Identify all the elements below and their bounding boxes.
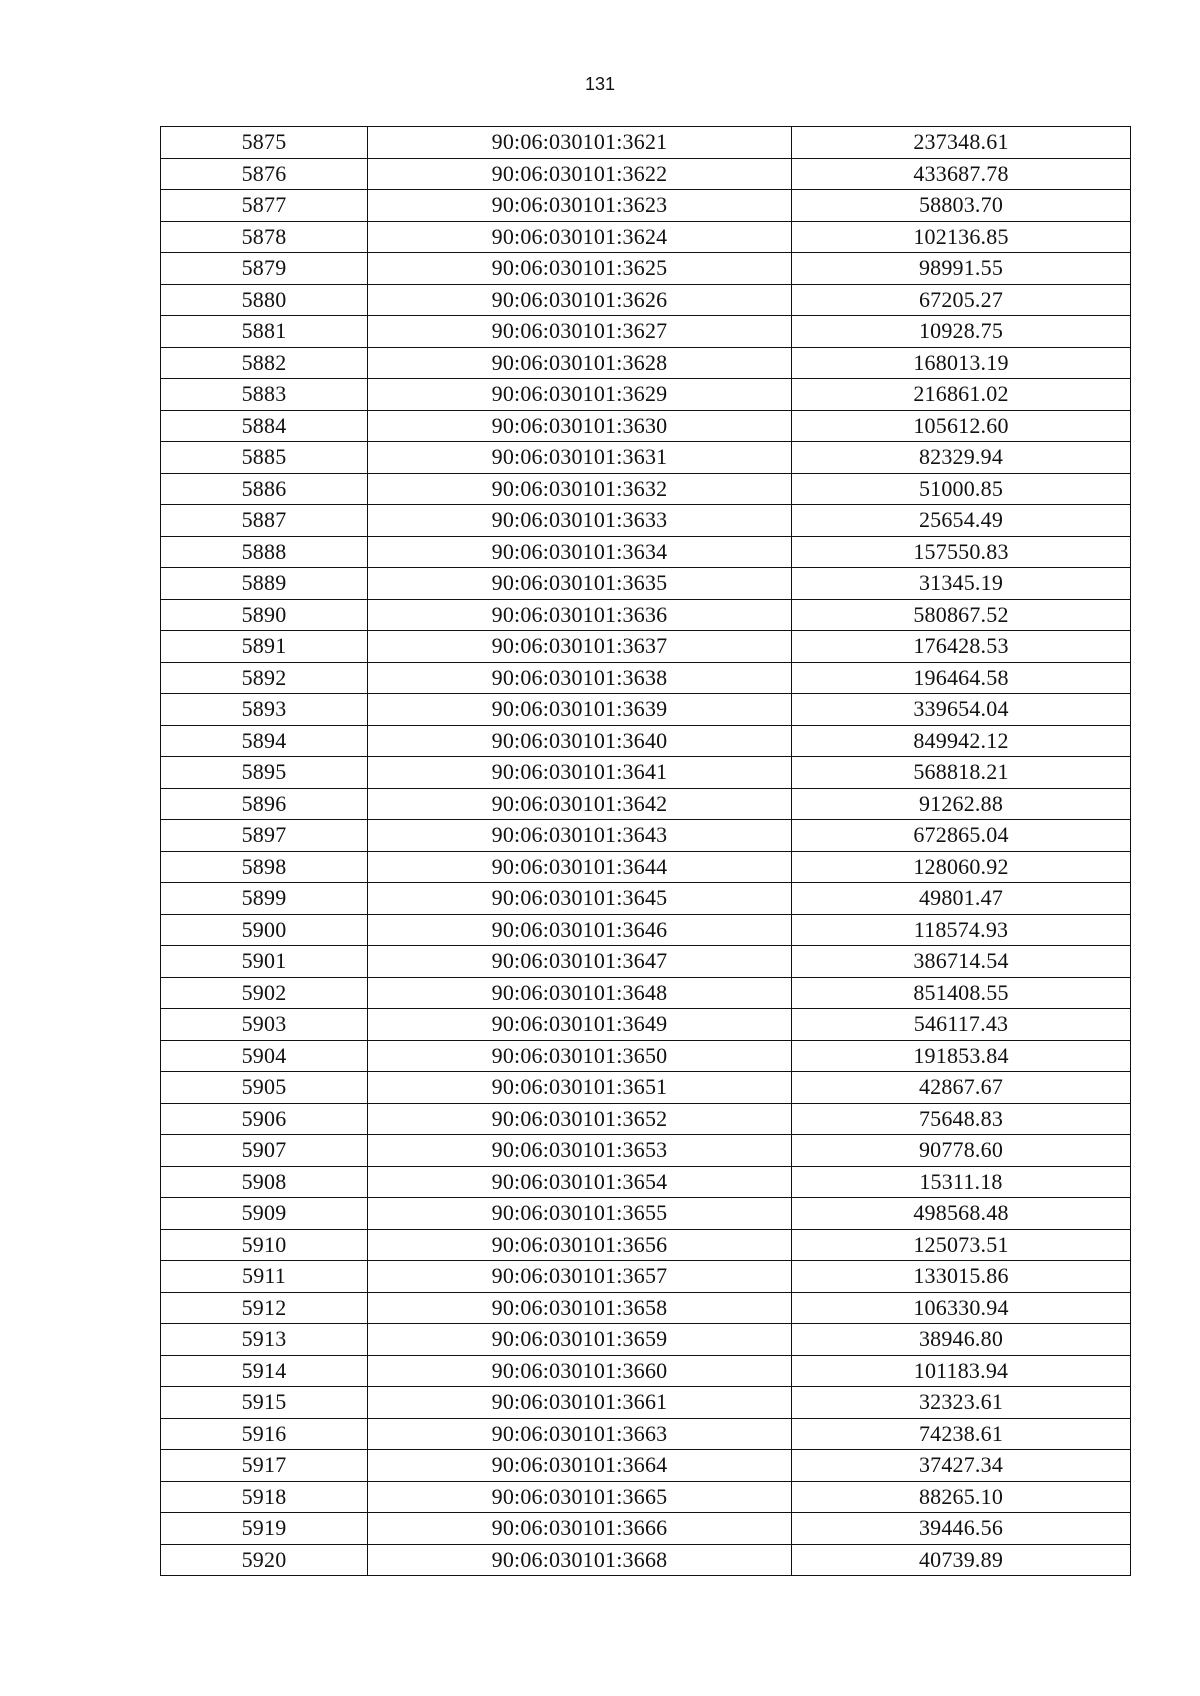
row-number-cell: 5886 [161,473,368,505]
table-row [161,631,1131,663]
cadastral-number-cell: 90:06:030101:3622 [368,158,792,190]
table-row [161,505,1131,537]
value-cell: 39446.56 [792,1513,1131,1545]
value-cell: 74238.61 [792,1418,1131,1450]
cadastral-number-cell: 90:06:030101:3638 [368,662,792,694]
value-cell: 101183.94 [792,1355,1131,1387]
value-cell: 339654.04 [792,694,1131,726]
row-number-cell: 5909 [161,1198,368,1230]
table-row [161,757,1131,789]
row-number-cell: 5878 [161,221,368,253]
row-number-cell: 5908 [161,1166,368,1198]
value-cell: 196464.58 [792,662,1131,694]
row-number-cell: 5892 [161,662,368,694]
cadastral-number-cell: 90:06:030101:3665 [368,1481,792,1513]
cadastral-number-cell: 90:06:030101:3654 [368,1166,792,1198]
table-row [161,1072,1131,1104]
value-cell: 237348.61 [792,127,1131,159]
row-number-cell: 5910 [161,1229,368,1261]
cadastral-number-cell: 90:06:030101:3655 [368,1198,792,1230]
cadastral-number-cell: 90:06:030101:3648 [368,977,792,1009]
cadastral-number-cell: 90:06:030101:3642 [368,788,792,820]
row-number-cell: 5880 [161,284,368,316]
table-row [161,599,1131,631]
value-cell: 168013.19 [792,347,1131,379]
row-number-cell: 5891 [161,631,368,663]
row-number-cell: 5912 [161,1292,368,1324]
cadastral-number-cell: 90:06:030101:3628 [368,347,792,379]
value-cell: 37427.34 [792,1450,1131,1482]
value-cell: 546117.43 [792,1009,1131,1041]
row-number-cell: 5904 [161,1040,368,1072]
table-row [161,1261,1131,1293]
row-number-cell: 5896 [161,788,368,820]
cadastral-number-cell: 90:06:030101:3641 [368,757,792,789]
table-row [161,1387,1131,1419]
table-row [161,1544,1131,1576]
value-cell: 98991.55 [792,253,1131,285]
row-number-cell: 5902 [161,977,368,1009]
cadastral-number-cell: 90:06:030101:3639 [368,694,792,726]
table-row [161,568,1131,600]
value-cell: 498568.48 [792,1198,1131,1230]
cadastral-number-cell: 90:06:030101:3623 [368,190,792,222]
cadastral-number-cell: 90:06:030101:3634 [368,536,792,568]
table-body [161,127,1131,1576]
cadastral-number-cell: 90:06:030101:3666 [368,1513,792,1545]
cadastral-number-cell: 90:06:030101:3621 [368,127,792,159]
row-number-cell: 5905 [161,1072,368,1104]
table-row [161,316,1131,348]
row-number-cell: 5895 [161,757,368,789]
value-cell: 133015.86 [792,1261,1131,1293]
row-number-cell: 5884 [161,410,368,442]
table-row [161,442,1131,474]
cadastral-number-cell: 90:06:030101:3656 [368,1229,792,1261]
row-number-cell: 5889 [161,568,368,600]
row-number-cell: 5887 [161,505,368,537]
cadastral-number-cell: 90:06:030101:3629 [368,379,792,411]
row-number-cell: 5885 [161,442,368,474]
value-cell: 176428.53 [792,631,1131,663]
row-number-cell: 5875 [161,127,368,159]
table-row [161,851,1131,883]
table-row [161,1324,1131,1356]
table-row [161,379,1131,411]
value-cell: 106330.94 [792,1292,1131,1324]
row-number-cell: 5894 [161,725,368,757]
value-cell: 849942.12 [792,725,1131,757]
value-cell: 75648.83 [792,1103,1131,1135]
row-number-cell: 5919 [161,1513,368,1545]
row-number-cell: 5911 [161,1261,368,1293]
row-number-cell: 5888 [161,536,368,568]
table-row [161,1450,1131,1482]
cadastral-number-cell: 90:06:030101:3644 [368,851,792,883]
value-cell: 31345.19 [792,568,1131,600]
row-number-cell: 5900 [161,914,368,946]
value-cell: 15311.18 [792,1166,1131,1198]
value-cell: 568818.21 [792,757,1131,789]
row-number-cell: 5903 [161,1009,368,1041]
table-row [161,1135,1131,1167]
table-row [161,1103,1131,1135]
value-cell: 67205.27 [792,284,1131,316]
cadastral-number-cell: 90:06:030101:3653 [368,1135,792,1167]
value-cell: 102136.85 [792,221,1131,253]
cadastral-number-cell: 90:06:030101:3658 [368,1292,792,1324]
table-row [161,158,1131,190]
cadastral-number-cell: 90:06:030101:3625 [368,253,792,285]
value-cell: 157550.83 [792,536,1131,568]
value-cell: 216861.02 [792,379,1131,411]
value-cell: 38946.80 [792,1324,1131,1356]
row-number-cell: 5901 [161,946,368,978]
cadastral-number-cell: 90:06:030101:3636 [368,599,792,631]
cadastral-number-cell: 90:06:030101:3631 [368,442,792,474]
value-cell: 105612.60 [792,410,1131,442]
value-cell: 433687.78 [792,158,1131,190]
table-row [161,788,1131,820]
cadastral-number-cell: 90:06:030101:3632 [368,473,792,505]
cadastral-number-cell: 90:06:030101:3661 [368,1387,792,1419]
table-row [161,1355,1131,1387]
row-number-cell: 5914 [161,1355,368,1387]
cadastral-number-cell: 90:06:030101:3635 [368,568,792,600]
cadastral-number-cell: 90:06:030101:3624 [368,221,792,253]
cadastral-number-cell: 90:06:030101:3633 [368,505,792,537]
table-row [161,190,1131,222]
cadastral-number-cell: 90:06:030101:3651 [368,1072,792,1104]
value-cell: 82329.94 [792,442,1131,474]
cadastral-number-cell: 90:06:030101:3660 [368,1355,792,1387]
value-cell: 851408.55 [792,977,1131,1009]
cadastral-number-cell: 90:06:030101:3668 [368,1544,792,1576]
table-row [161,694,1131,726]
row-number-cell: 5906 [161,1103,368,1135]
value-cell: 125073.51 [792,1229,1131,1261]
cadastral-number-cell: 90:06:030101:3643 [368,820,792,852]
cadastral-number-cell: 90:06:030101:3663 [368,1418,792,1450]
value-cell: 91262.88 [792,788,1131,820]
row-number-cell: 5890 [161,599,368,631]
row-number-cell: 5879 [161,253,368,285]
value-cell: 51000.85 [792,473,1131,505]
cadastral-number-cell: 90:06:030101:3664 [368,1450,792,1482]
value-cell: 88265.10 [792,1481,1131,1513]
table-row [161,1418,1131,1450]
cadastral-number-cell: 90:06:030101:3646 [368,914,792,946]
cadastral-number-cell: 90:06:030101:3627 [368,316,792,348]
table-row [161,284,1131,316]
cadastral-number-cell: 90:06:030101:3652 [368,1103,792,1135]
value-cell: 580867.52 [792,599,1131,631]
table-row [161,662,1131,694]
row-number-cell: 5915 [161,1387,368,1419]
row-number-cell: 5897 [161,820,368,852]
table-row [161,347,1131,379]
value-cell: 386714.54 [792,946,1131,978]
row-number-cell: 5883 [161,379,368,411]
table-row [161,914,1131,946]
page-number: 131 [584,74,616,94]
value-cell: 10928.75 [792,316,1131,348]
row-number-cell: 5893 [161,694,368,726]
row-number-cell: 5907 [161,1135,368,1167]
table-row [161,1198,1131,1230]
table-row [161,725,1131,757]
row-number-cell: 5920 [161,1544,368,1576]
row-number-cell: 5898 [161,851,368,883]
table-row [161,536,1131,568]
value-cell: 118574.93 [792,914,1131,946]
cadastral-number-cell: 90:06:030101:3640 [368,725,792,757]
table-row [161,1229,1131,1261]
value-cell: 32323.61 [792,1387,1131,1419]
table-row [161,127,1131,159]
row-number-cell: 5916 [161,1418,368,1450]
table-row [161,1292,1131,1324]
table-row [161,1481,1131,1513]
cadastral-number-cell: 90:06:030101:3630 [368,410,792,442]
row-number-cell: 5881 [161,316,368,348]
cadastral-number-cell: 90:06:030101:3645 [368,883,792,915]
cadastral-number-cell: 90:06:030101:3657 [368,1261,792,1293]
table-row [161,1009,1131,1041]
cadastral-number-cell: 90:06:030101:3647 [368,946,792,978]
table-row [161,820,1131,852]
table-row [161,473,1131,505]
row-number-cell: 5882 [161,347,368,379]
table-row [161,221,1131,253]
table-row [161,1166,1131,1198]
value-cell: 25654.49 [792,505,1131,537]
row-number-cell: 5913 [161,1324,368,1356]
value-cell: 191853.84 [792,1040,1131,1072]
value-cell: 42867.67 [792,1072,1131,1104]
value-cell: 40739.89 [792,1544,1131,1576]
cadastral-number-cell: 90:06:030101:3626 [368,284,792,316]
table-row [161,883,1131,915]
cadastral-number-cell: 90:06:030101:3650 [368,1040,792,1072]
table-row [161,1513,1131,1545]
row-number-cell: 5918 [161,1481,368,1513]
value-cell: 49801.47 [792,883,1131,915]
value-cell: 90778.60 [792,1135,1131,1167]
value-cell: 672865.04 [792,820,1131,852]
cadastral-number-cell: 90:06:030101:3659 [368,1324,792,1356]
cadastral-number-cell: 90:06:030101:3649 [368,1009,792,1041]
table-row [161,410,1131,442]
row-number-cell: 5876 [161,158,368,190]
value-cell: 128060.92 [792,851,1131,883]
table-row [161,1040,1131,1072]
row-number-cell: 5877 [161,190,368,222]
value-cell: 58803.70 [792,190,1131,222]
row-number-cell: 5899 [161,883,368,915]
cadastral-number-cell: 90:06:030101:3637 [368,631,792,663]
table-row [161,253,1131,285]
row-number-cell: 5917 [161,1450,368,1482]
cadastral-table [160,126,1131,1576]
table-row [161,946,1131,978]
table-row [161,977,1131,1009]
